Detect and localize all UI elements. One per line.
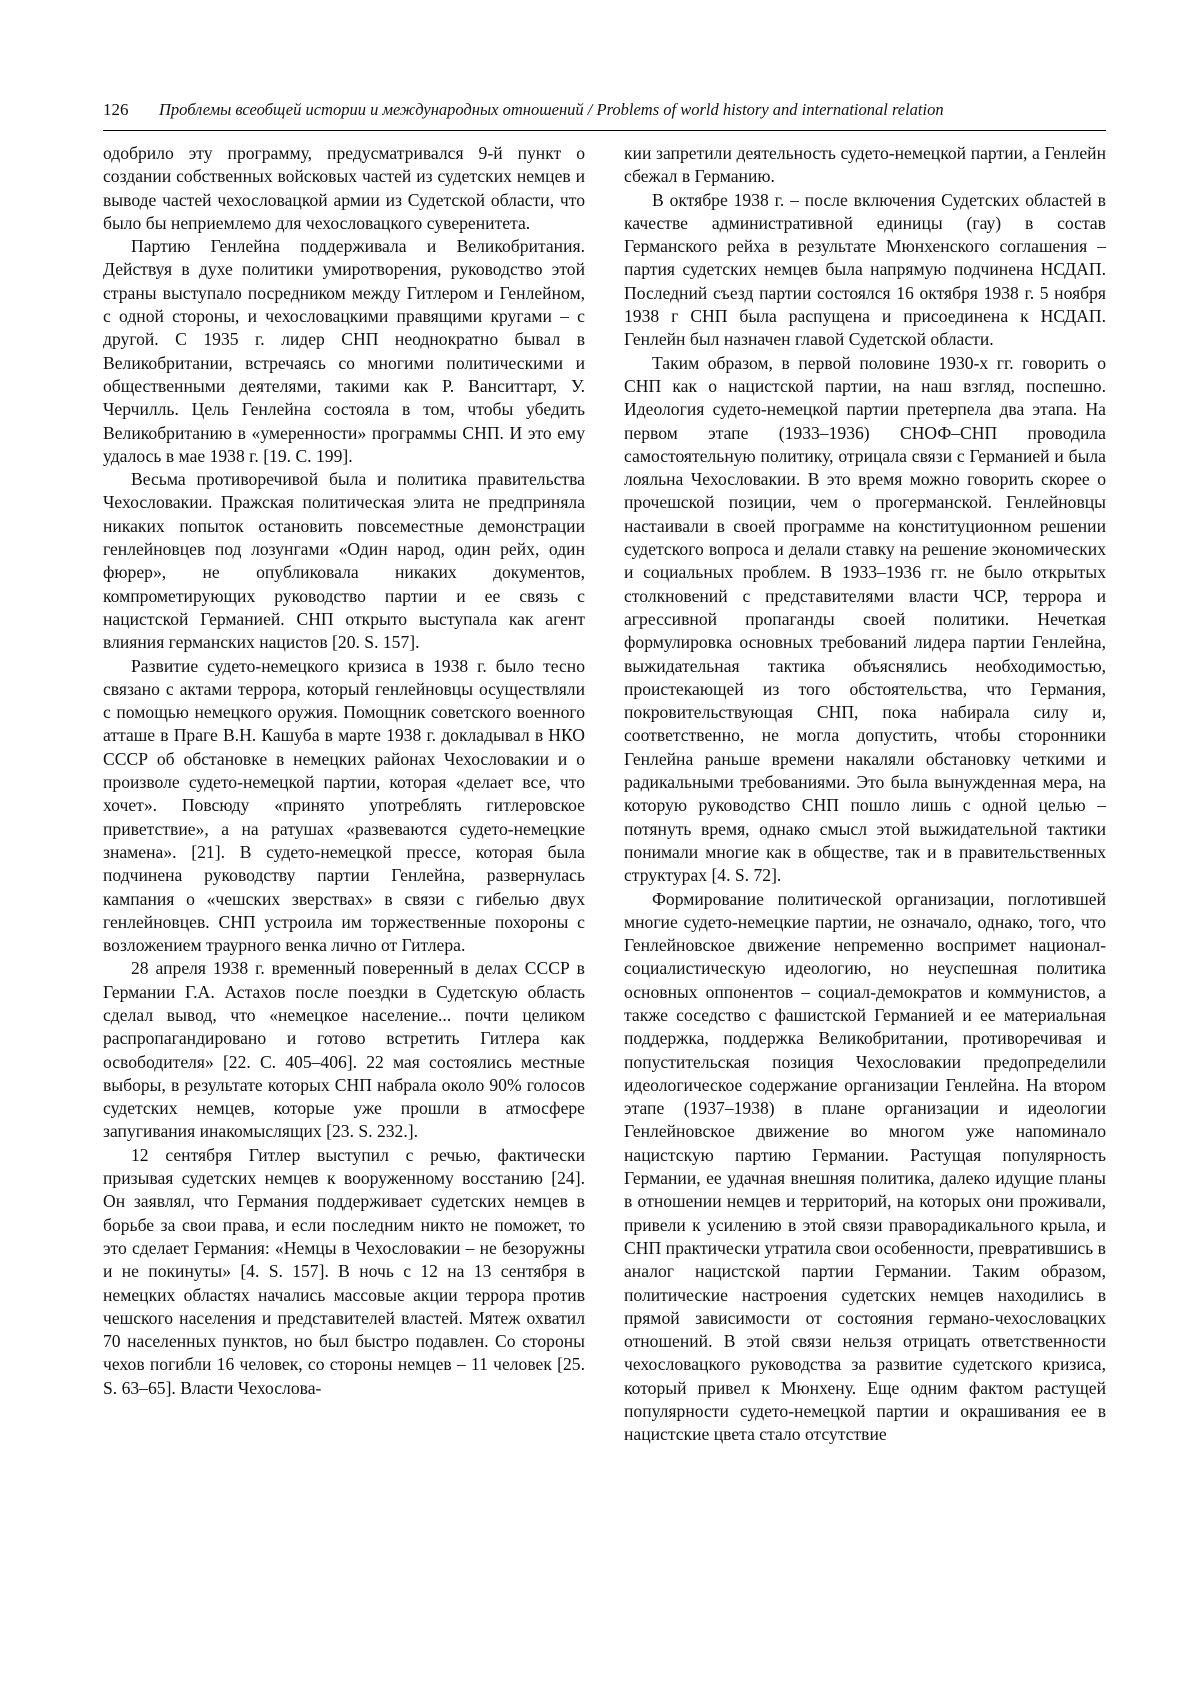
page-number: 126 [103, 100, 129, 119]
left-column [103, 142, 585, 1400]
paragraph: одобрило эту программу, предусматривался 9-й пункт о создании собственных войсковых частей из судетских немцев и выводе частей чехословацкой армии из Судетской области, что было бы неприемлемо для чехословацкого суверенитета. [103, 143, 585, 233]
paragraph: Партию Генлейна поддерживала и Великобритания. Действуя в духе политики умиротворения, руководство этой страны выступало посредником между Гитлером и Генлейном, с одной стороны, и чехословацкими правящими кругами – с другой. С 1935 г. лидер СНП неоднократно бывал в Великобритании, встречаясь со многими политическими и общественными деятелями, такими как Р. Ванситтарт, У. Черчилль. Цель Генлейна состояла в том, чтобы убедить Великобританию в «умеренности» программы СНП. И это ему удалось в мае 1938 г. [19. С. 199]. [103, 236, 585, 466]
paragraph: Весьма противоречивой была и политика правительства Чехословакии. Пражская политическая элита не предприняла никаких попыток остановить повсеместные демонстрации генлейновцев под лозунгами «Один народ, один рейх, один фюрер», не опубликовала никаких документов, компрометирующих руководство партии и ее связь с нацистской Германией. СНП открыто выступала как агент влияния германских нацистов [20. S. 157]. [103, 469, 585, 653]
paragraph: кии запретили деятельность судето-немецкой партии, а Генлейн сбежал в Германию. [624, 143, 1106, 187]
paragraph: 28 апреля 1938 г. временный поверенный в делах СССР в Германии Г.А. Астахов после поездки в Судетскую область сделал вывод, что «немецкое население... почти целиком распропагандировано и готово встретить Гитлера как освободителя» [22. С. 405–406]. 22 мая состоялись местные выборы, в результате которых СНП набрала около 90% голосов судетских немцев, которые уже прошли в атмосфере запугивания инакомыслящих [23. S. 232.]. [103, 958, 585, 1142]
paragraph: Развитие судето-немецкого кризиса в 1938 г. было тесно связано с актами террора, который генлейновцы осуществляли с помощью немецкого оружия. Помощник советского военного атташе в Праге В.Н. Кашуба в марте 1938 г. докладывал в НКО СССР об обстановке в немецких районах Чехословакии и о произволе судето-немецкой партии, которая «делает все, что хочет». Повсюду «принято употреблять гитлеровское приветствие», а на ратушах «развеваются судето-немецкие знамена». [21]. В судето-немецкой прессе, которая была подчинена руководству партии Генлейна, развернулась кампания о «чешских зверствах» в связи с гибелью двух генлейновцев. СНП устроила им торжественные похороны с возложением траурного венка лично от Гитлера. [103, 655, 585, 956]
running-header [103, 94, 1106, 131]
paragraph: В октябре 1938 г. – после включения Судетских областей в качестве административной единицы (гау) в состав Германского рейха в результате Мюнхенского соглашения – партия судетских немцев была напрямую подчинена НСДАП. Последний съезд партии состоялся 16 октября 1938 г. 5 ноября 1938 г СНП была распущена и присоединена к НСДАП. Генлейн был назначен главой Судетской области. [624, 189, 1106, 350]
paragraph: Таким образом, в первой половине 1930-х гг. говорить о СНП как о нацистской партии, на наш взгляд, поспешно. Идеология судето-немецкой партии претерпела два этапа. На первом этапе (1933–1936) СНОФ–СНП проводила самостоятельную политику, отрицала связи с Германией и была лояльна Чехословакии. В это время можно говорить скорее о прочешской позиции, чем о прогерманской. Генлейновцы настаивали в своей программе на конституционном решении судетского вопроса и делали ставку на решение экономических и социальных проблем. В 1933–1936 гг. не было открытых столкновений с представителями власти ЧСР, террора и агрессивной пропаганды своей политики. Нечеткая формулировка основных требований лидера партии Генлейна, выжидательная тактика объяснялись необходимостью, проистекающей из того обстоятельства, что Германия, покровительствующая СНП, пока набирала силу и, соответственно, не могла допустить, чтобы сторонники Генлейна раньше времени накаляли обстановку четкими и радикальными требованиями. Это была вынужденная мера, на которую руководство СНП пошло лишь с одной целью – потянуть время, однако смысл этой выжидательной тактики понимали многие как в обществе, так и в правительственных структурах [4. S. 72]. [624, 352, 1106, 886]
paragraph: 12 сентября Гитлер выступил с речью, фактически призывая судетских немцев к вооруженному восстанию [24]. Он заявлял, что Германия поддерживает судетских немцев в борьбе за свои права, и если последним никто не поможет, то это сделает Германия: «Немцы в Чехословакии – не безоружны и не покинуты» [4. S. 157]. В ночь с 12 на 13 сентября в немецких областях начались массовые акции террора против чешского населения и представителей властей. Мятеж охватил 70 населенных пунктов, но был быстро подавлен. Со стороны чехов погибли 16 человек, со стороны немцев – 11 человек [25. S. 63–65]. Власти Чехослова- [103, 1144, 585, 1398]
right-column [624, 142, 1106, 1447]
paragraph: Формирование политической организации, поглотившей многие судето-немецкие партии, не означало, однако, того, что Генлейновское движение непременно воспримет национал-социалистическую идеологию, но неуспешная политика основных оппонентов – социал-демократов и коммунистов, а также соседство с фашистской Германией и ее материальная поддержка, поддержка Великобритании, противоречивая и попустительская позиция Чехословакии предопределили идеологическое содержание организации Генлейна. На втором этапе (1937–1938) в плане организации и идеологии Генлейновское движение во многом уже напоминало нацистскую партию Германии. Растущая популярность Германии, ее удачная внешняя политика, далеко идущие планы в отношении немцев и территорий, на которых они проживали, привели к усилению в этой связи праворадикального крыла, и СНП практически утратила свои особенности, превратившись в аналог нацистской партии Германии. Таким образом, политические настроения судетских немцев находились в прямой зависимости от состояния германо-чехословацких отношений. В этой связи нельзя отрицать ответственности чехословацкого руководства за развитие судетского кризиса, который привел к Мюнхену. Еще одним фактом растущей популярности судето-немецкой партии и окрашивания ее в нацистские цвета стало отсутствие [624, 888, 1106, 1445]
running-title: Проблемы всеобщей истории и международных отношений / Problems of world history and international relation [159, 100, 944, 119]
